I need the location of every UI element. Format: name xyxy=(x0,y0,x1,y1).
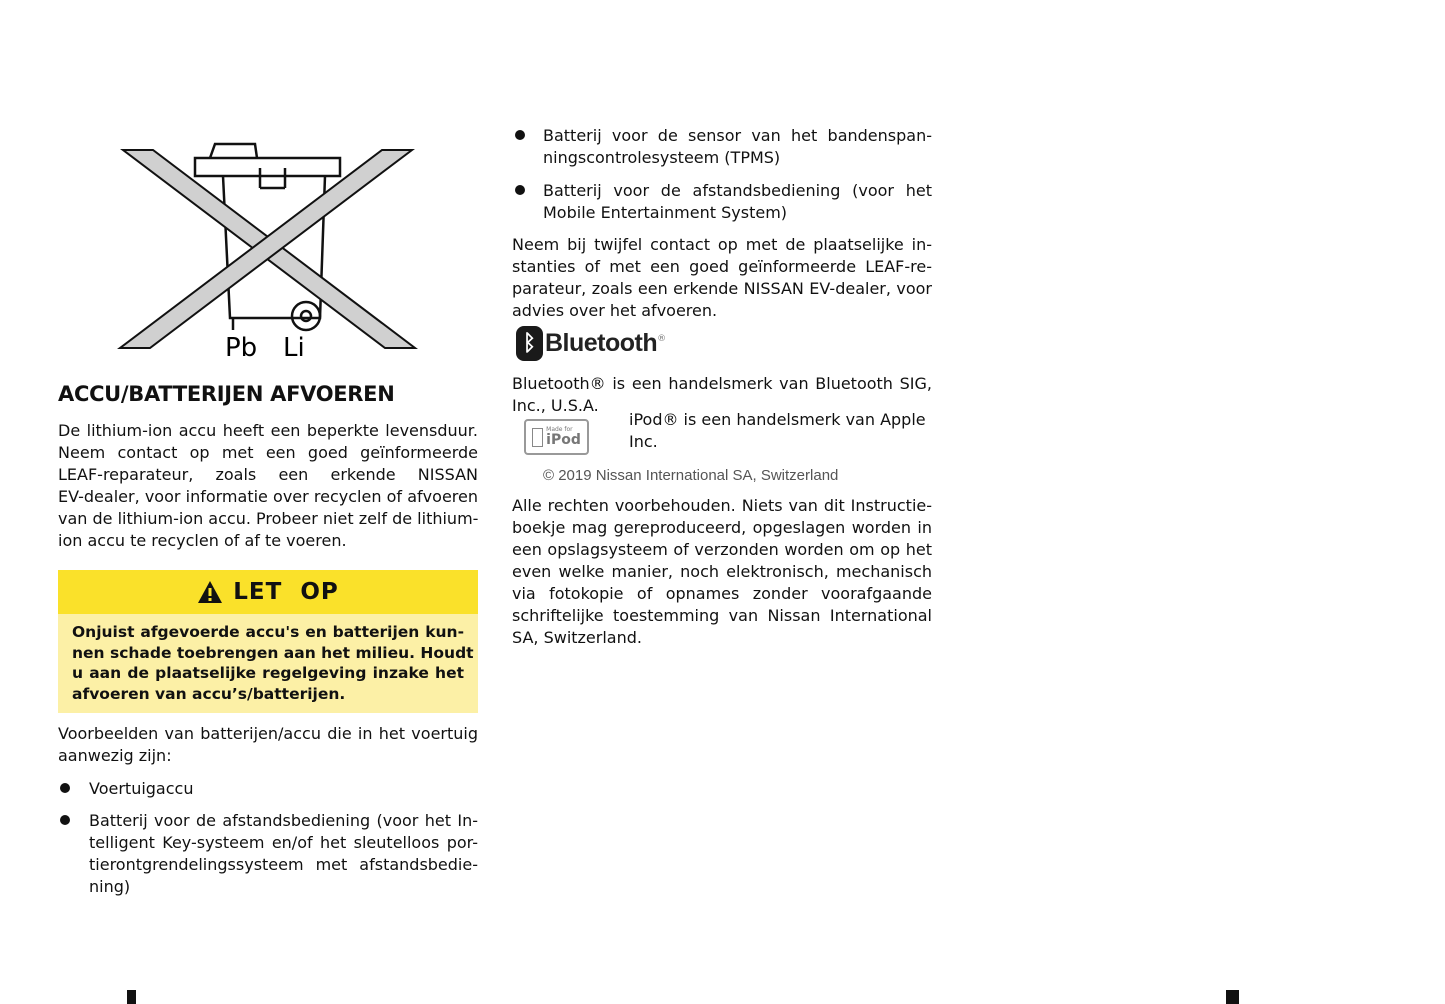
text-line: even welke manier, noch elektronisch, mechanisch xyxy=(512,562,932,581)
caution-header xyxy=(58,570,478,614)
advice-paragraph xyxy=(512,234,932,322)
text-line: telligent Key-systeem en/of het sleutelloos por- xyxy=(89,833,478,852)
text-line: ion accu te recyclen of af te voeren. xyxy=(58,531,347,550)
bullet-item xyxy=(543,180,932,224)
bullet-icon xyxy=(515,130,525,140)
text-line: van de lithium-ion accu. Probeer niet zelf de lithium- xyxy=(58,509,479,528)
crop-mark xyxy=(1226,990,1239,1004)
text-line: parateur, zoals een erkende NISSAN EV-dealer, voor xyxy=(512,279,932,298)
pb-label: Pb xyxy=(225,333,258,363)
caution-title: LET OP xyxy=(233,579,339,605)
bluetooth-icon: ᛒ xyxy=(516,326,543,361)
text-line: LEAF-reparateur, zoals een erkende NISSAN xyxy=(58,465,478,484)
section-heading: ACCU/BATTERIJEN AFVOEREN xyxy=(58,382,395,406)
registered-mark: ® xyxy=(657,334,667,344)
bullet-icon xyxy=(60,815,70,825)
text-line: boekje mag gereproduceerd, opgeslagen worden in xyxy=(512,518,932,537)
text-line: Voertuigaccu xyxy=(89,779,194,798)
text-line: ning) xyxy=(89,877,131,896)
bullet-item xyxy=(89,810,478,898)
rights-paragraph xyxy=(512,495,932,649)
text-line: Batterij voor de afstandsbediening (voor het xyxy=(543,181,932,200)
text-line: stanties of met een goed geïnformeerde LEAF-re- xyxy=(512,257,932,276)
bullet-icon xyxy=(515,185,525,195)
text-line: Inc., U.S.A. xyxy=(512,396,599,415)
text-line: De lithium-ion accu heeft een beperkte levensduur. xyxy=(58,421,478,440)
caution-text xyxy=(58,614,478,704)
examples-intro xyxy=(58,723,478,767)
copyright-notice: © 2019 Nissan International SA, Switzerland xyxy=(543,467,839,484)
warning-triangle-icon xyxy=(197,580,223,604)
text-line: Mobile Entertainment System) xyxy=(543,203,788,222)
made-for-text: Made for xyxy=(546,426,573,433)
li-label: Li xyxy=(283,333,305,363)
bullet-item xyxy=(543,125,932,169)
text-line: Alle rechten voorbehouden. Niets van dit Instructie- xyxy=(512,496,932,515)
bullet-icon xyxy=(60,783,70,793)
text-line: Onjuist afgevoerde accu's en batterijen kun- xyxy=(72,623,464,641)
bluetooth-wordmark: Bluetooth xyxy=(545,329,658,357)
text-line: Batterij voor de sensor van het bandenspan- xyxy=(543,126,932,145)
text-line: Inc. xyxy=(629,432,658,451)
crop-mark xyxy=(127,990,136,1004)
text-line: schriftelijke toestemming van Nissan International xyxy=(512,606,932,625)
text-line: ningscontrolesysteem (TPMS) xyxy=(543,148,781,167)
text-line: iPod® is een handelsmerk van Apple xyxy=(629,410,926,429)
text-line: u aan de plaatselijke regelgeving inzake het xyxy=(72,664,464,682)
text-line: EV-dealer, voor informatie over recyclen of afvoeren xyxy=(58,487,478,506)
text-line: Neem contact op met een goed geïnformeerde xyxy=(58,443,478,462)
text-line: Batterij voor de afstandsbediening (voor het In- xyxy=(89,811,478,830)
text-line: via fotokopie of opnames zonder voorafgaande xyxy=(512,584,932,603)
text-line: aanwezig zijn: xyxy=(58,746,172,765)
intro-paragraph xyxy=(58,420,478,552)
text-line: nen schade toebrengen aan het milieu. Houdt xyxy=(72,643,474,662)
text-line: advies over het afvoeren. xyxy=(512,301,718,320)
text-line: Neem bij twijfel contact op met de plaatselijke in- xyxy=(512,235,932,254)
bullet-item xyxy=(89,778,478,800)
ipod-icon xyxy=(532,428,543,447)
caution-box xyxy=(58,570,478,713)
text-line: Voorbeelden van batterijen/accu die in het voertuig xyxy=(58,724,478,743)
ipod-text: iPod xyxy=(546,432,581,448)
text-line: SA, Switzerland. xyxy=(512,628,642,647)
crossed-out-bin-icon xyxy=(115,138,420,363)
bluetooth-logo xyxy=(516,326,666,361)
made-for-ipod-logo xyxy=(524,419,589,455)
text-line: afvoeren van accu’s/batterijen. xyxy=(72,684,346,703)
ipod-note xyxy=(629,409,932,453)
text-line: een opslagsysteem of verzonden worden om op het xyxy=(512,540,932,559)
text-line: Bluetooth® is een handelsmerk van Bluetooth SIG, xyxy=(512,374,932,393)
text-line: tierontgrendelingssysteem met afstandsbedie- xyxy=(89,855,478,874)
